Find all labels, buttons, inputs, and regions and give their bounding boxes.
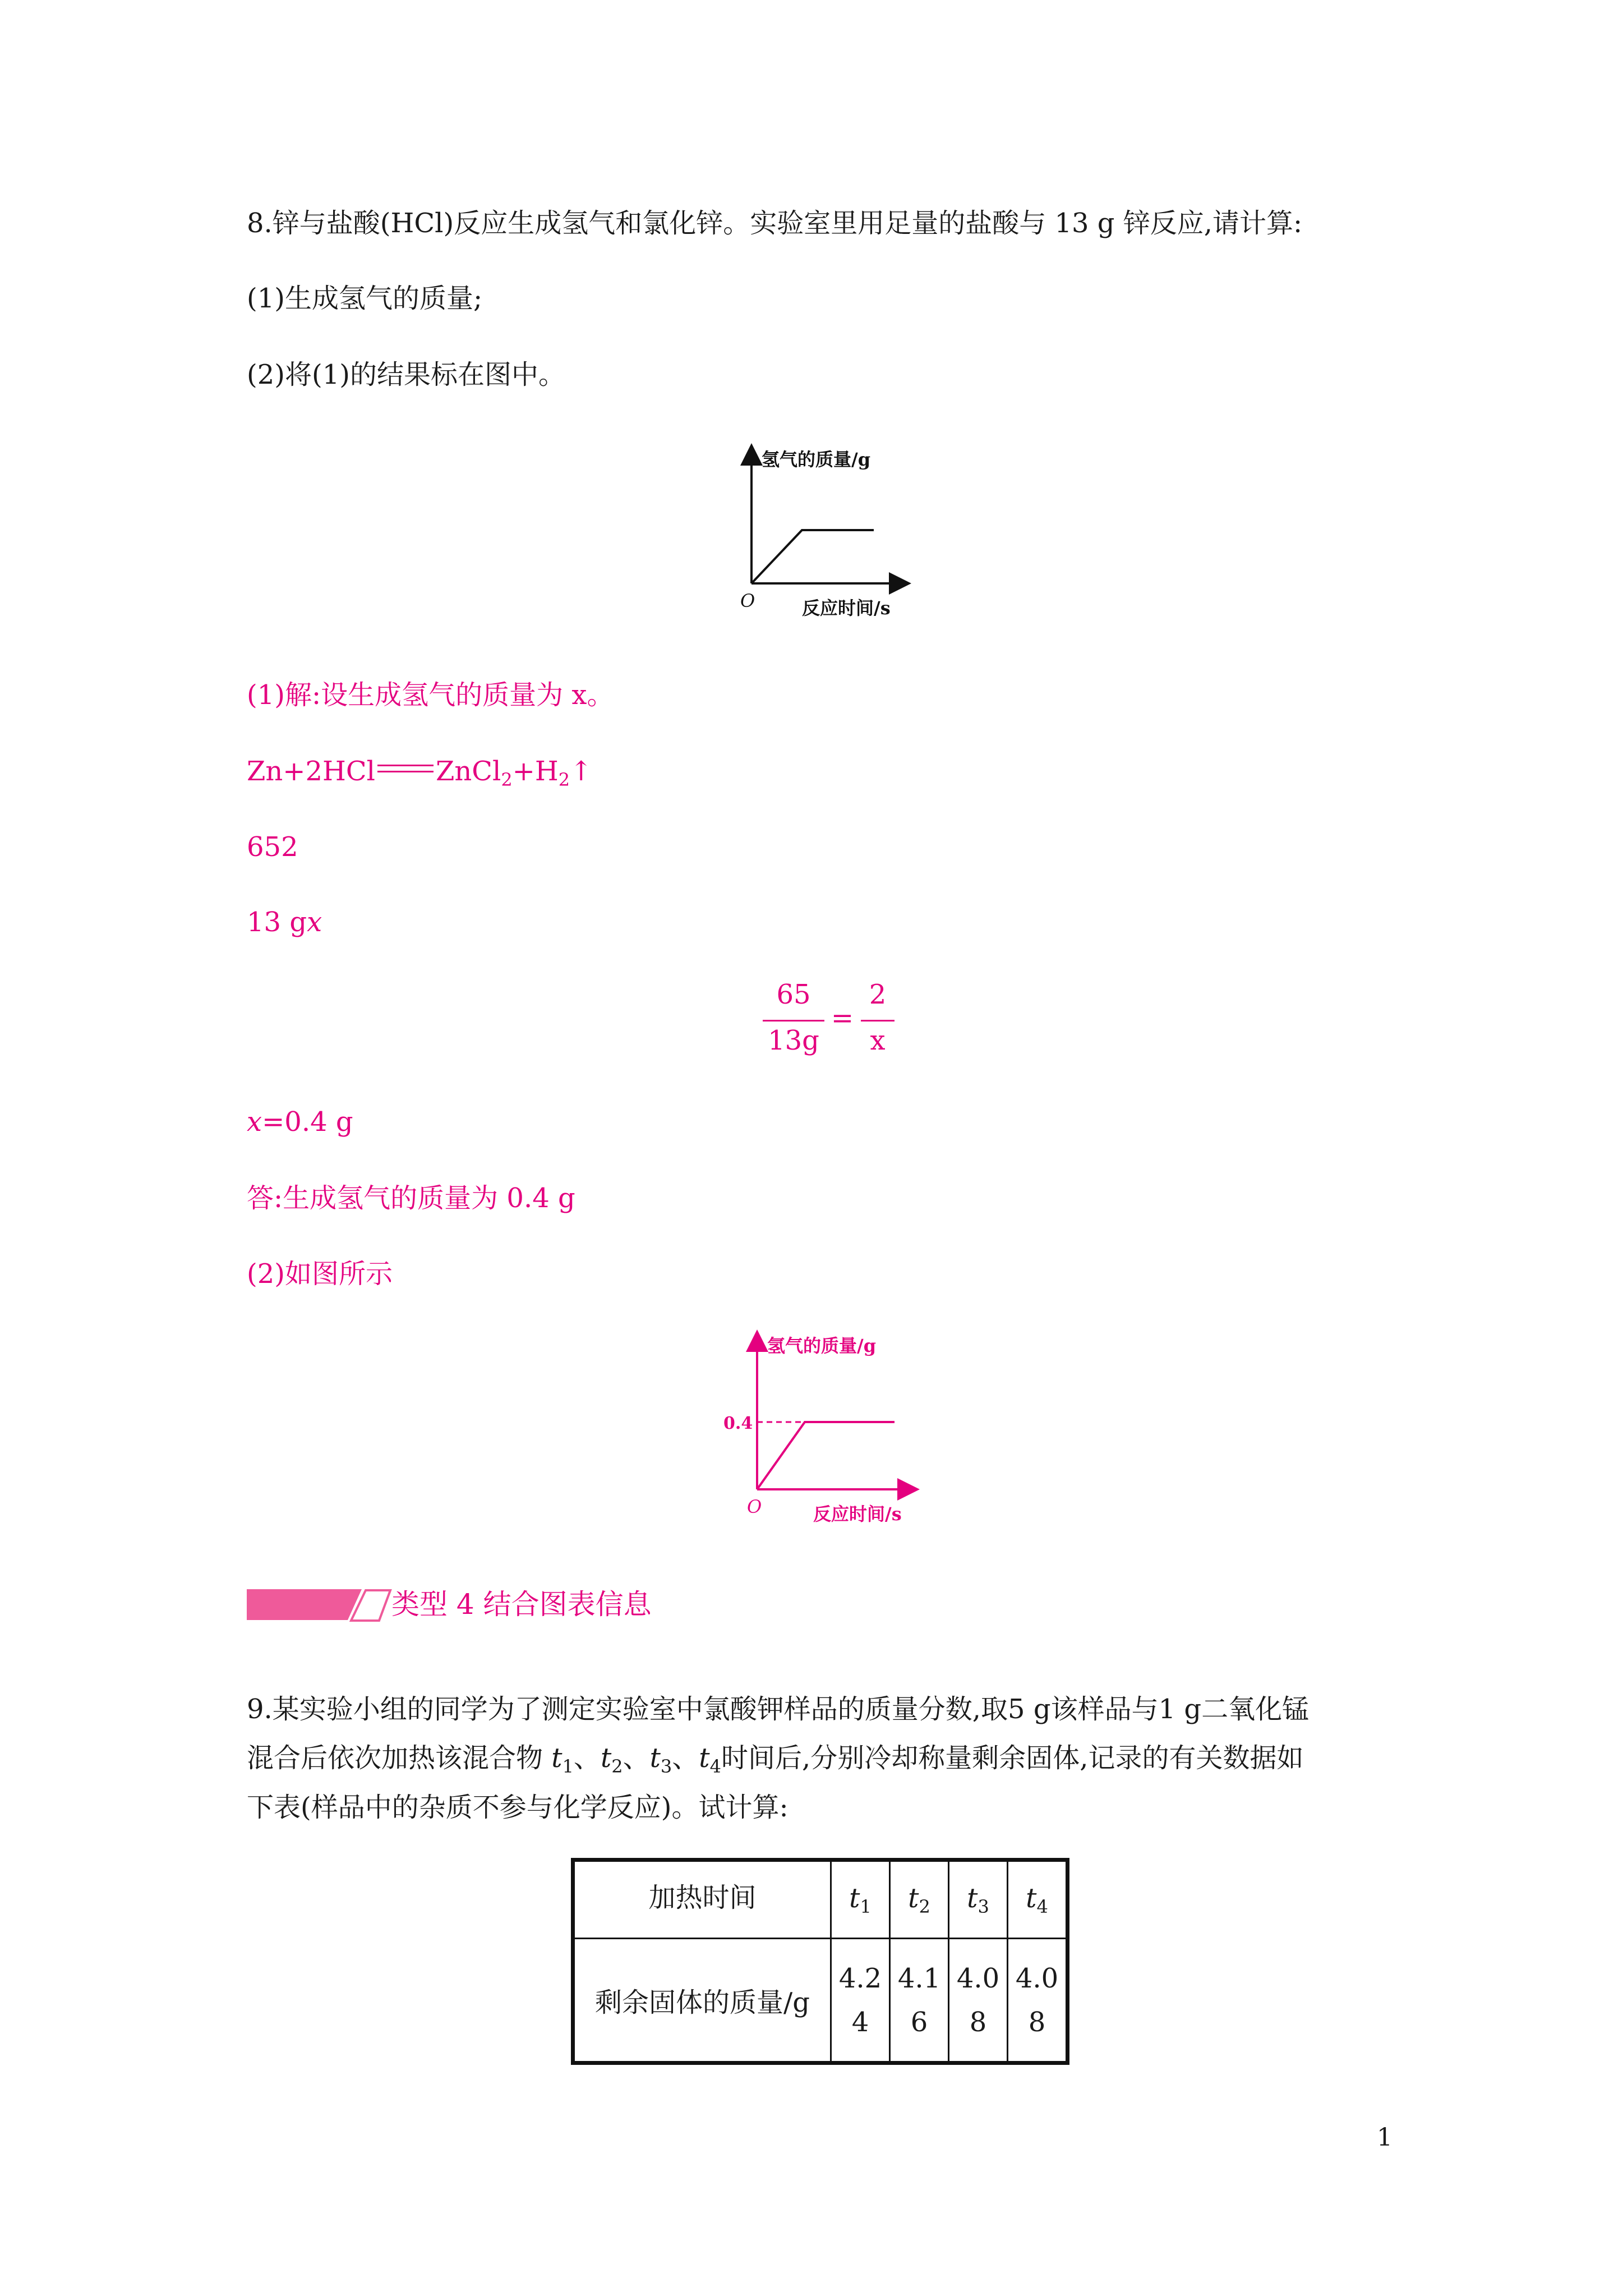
table-header-cell: 加热时间 bbox=[573, 1860, 831, 1939]
y-tick-label: 0.4 bbox=[723, 1414, 753, 1433]
table-header-cell: $t_1$ bbox=[831, 1860, 890, 1939]
section-title: 类型 4 结合图表信息 bbox=[391, 1588, 652, 1621]
fraction-bar bbox=[763, 1020, 824, 1022]
x-axis-label: 反应时间/s bbox=[813, 1503, 902, 1525]
reaction-curve bbox=[757, 1422, 895, 1489]
fraction-bar bbox=[861, 1020, 895, 1022]
table-row-header: 剩余固体的质量/g bbox=[573, 1939, 831, 2063]
equals-sign bbox=[377, 765, 434, 772]
table-row bbox=[573, 1939, 1068, 2063]
fraction-right-numerator: 2 bbox=[869, 979, 887, 1010]
table-header-cell: $t_3$ bbox=[949, 1860, 1008, 1939]
table-header-cell: $t_4$ bbox=[1008, 1860, 1068, 1939]
reaction-curve bbox=[751, 530, 874, 583]
table-cell: 4.2 4 bbox=[831, 1939, 890, 2063]
fraction-right-denominator: x bbox=[870, 1025, 886, 1056]
q8-part1: (1)生成氢气的质量; bbox=[247, 283, 483, 314]
answer-result: x=0.4 g bbox=[247, 1106, 353, 1138]
fraction-left-denominator: 13g bbox=[768, 1025, 819, 1056]
table-cell: 4.0 8 bbox=[1008, 1939, 1068, 2063]
heating-data-table bbox=[571, 1858, 1069, 2065]
proportion-equation bbox=[763, 979, 920, 1069]
q8-stem: 8.锌与盐酸(HCl)反应生成氢气和氯化锌。实验室里用足量的盐酸与 13 g 锌反应,请计算: bbox=[247, 208, 1303, 239]
mass-ratio: 652 bbox=[247, 831, 298, 863]
table-row bbox=[573, 1860, 1068, 1939]
fraction-equals: = bbox=[831, 1002, 854, 1034]
origin-label: O bbox=[740, 590, 755, 611]
fraction-left-numerator: 65 bbox=[776, 979, 811, 1010]
section-tab-graphic bbox=[247, 1589, 393, 1623]
table-header-cell: $t_2$ bbox=[890, 1860, 949, 1939]
gas-arrow: ↑ bbox=[570, 756, 593, 787]
q9-line3: 下表(样品中的杂质不参与化学反应)。试计算: bbox=[247, 1792, 789, 1823]
answer-part2: (2)如图所示 bbox=[247, 1258, 393, 1290]
answer-conclusion: 答:生成氢气的质量为 0.4 g bbox=[247, 1182, 575, 1214]
answer-intro: (1)解:设生成氢气的质量为 x。 bbox=[247, 679, 614, 711]
hydrogen-mass-graph-blank bbox=[723, 443, 920, 628]
table-cell: 4.1 6 bbox=[890, 1939, 949, 2063]
origin-label: O bbox=[747, 1496, 762, 1517]
x-axis-label: 反应时间/s bbox=[802, 597, 891, 619]
q9-line1: 9.某实验小组的同学为了测定实验室中氯酸钾样品的质量分数,取5 g该样品与1 g二氧化锰 bbox=[247, 1694, 1310, 1725]
section-header bbox=[247, 1579, 1032, 1630]
given-values: 13 gx bbox=[247, 907, 322, 938]
hydrogen-mass-graph-answer bbox=[718, 1329, 931, 1531]
q8-part2: (2)将(1)的结果标在图中。 bbox=[247, 359, 565, 390]
table-cell: 4.0 8 bbox=[949, 1939, 1008, 2063]
page-number: 1 bbox=[1377, 2123, 1393, 2152]
y-axis-label: 氢气的质量/g bbox=[767, 1335, 877, 1356]
chemical-equation: Zn+2HCl $ZnCl_2+H_2↑$ bbox=[247, 756, 593, 790]
q9-line2: 混合后依次加热该混合物 $t_1$、$t_2$、$t_3$、$t_4$时间后,分别冷却称量剩余固体,记录的有关数据如 bbox=[247, 1742, 1304, 1777]
y-axis-label: 氢气的质量/g bbox=[762, 449, 871, 470]
